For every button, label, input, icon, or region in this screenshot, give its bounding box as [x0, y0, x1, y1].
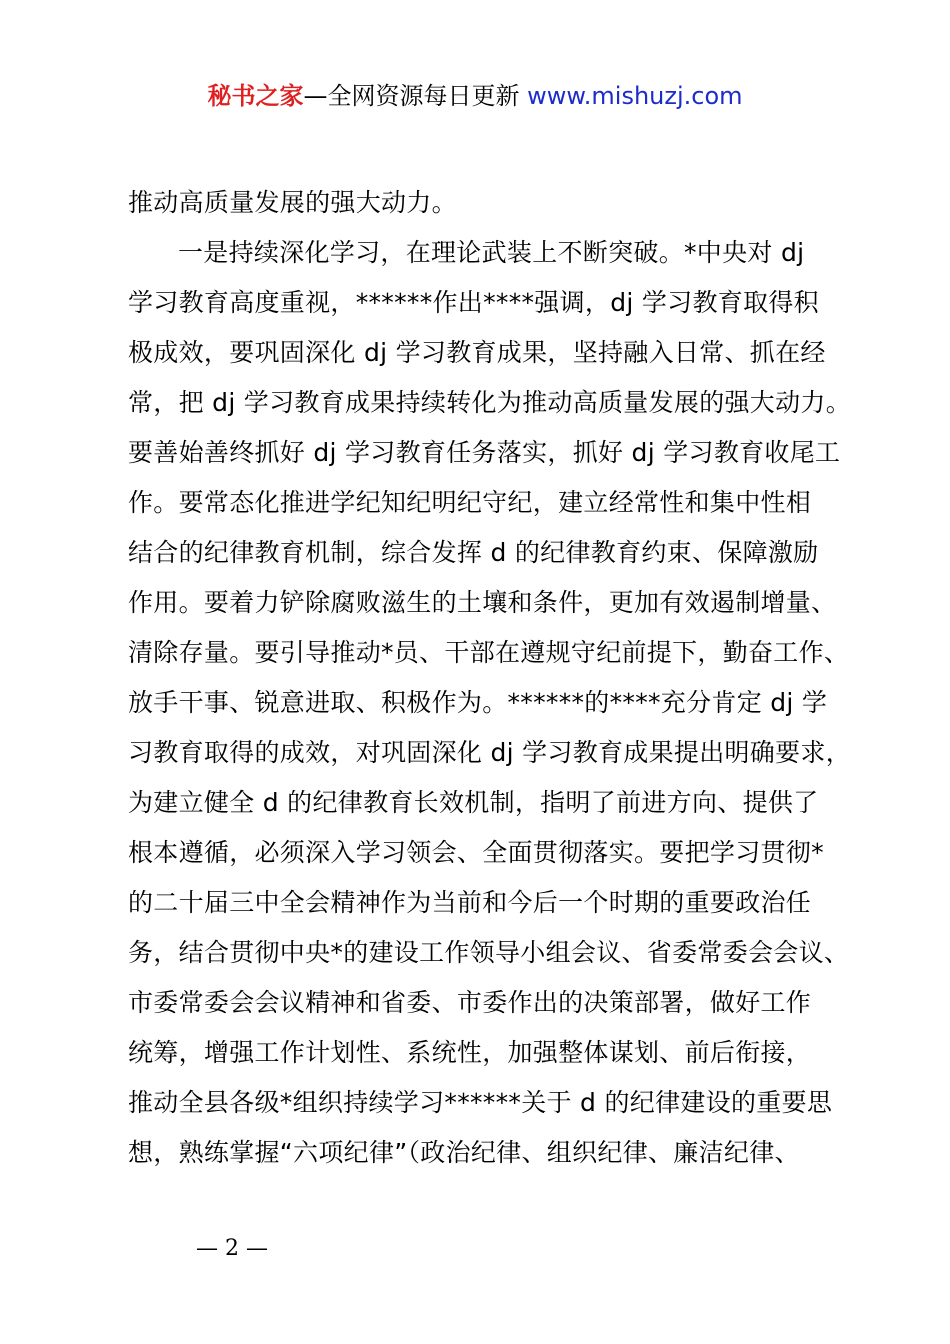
body-line: 想，熟练掌握“六项纪律”（政治纪律、组织纪律、廉洁纪律、 [128, 1138, 800, 1167]
body-line: 学习教育高度重视，******作出****强调，dj 学习教育取得积 [128, 288, 819, 317]
document-body [128, 178, 852, 1178]
body-line: 推动高质量发展的强大动力。 [128, 188, 457, 217]
body-line: 习教育取得的成效，对巩固深化 dj 学习教育成果提出明确要求， [128, 738, 852, 767]
page-number: — 2 — [196, 1236, 268, 1261]
body-line: 极成效，要巩固深化 dj 学习教育成果，坚持融入日常、抓在经 [128, 338, 826, 367]
header-tagline: —全网资源每日更新 [303, 82, 520, 110]
brand-name: 秘书之家 [207, 82, 304, 110]
site-url-link[interactable]: www.mishuzj.com [527, 82, 743, 110]
body-line: 统筹，增强工作计划性、系统性，加强整体谋划、前后衔接， [128, 1038, 812, 1067]
body-line: 为建立健全 d 的纪律教育长效机制，指明了前进方向、提供了 [128, 788, 819, 817]
body-line: 作用。要着力铲除腐败滋生的土壤和条件，更加有效遏制增量、 [128, 588, 837, 617]
body-line: 常，把 dj 学习教育成果持续转化为推动高质量发展的强大动力。 [128, 388, 852, 417]
body-line: 清除存量。要引导推动*员、干部在遵规守纪前提下，勤奋工作、 [128, 638, 850, 667]
paragraph-first-line: 一是持续深化学习，在理论武装上不断突破。*中央对 dj [178, 238, 805, 267]
body-line: 要善始善终抓好 dj 学习教育任务落实，抓好 dj 学习教育收尾工 [128, 438, 841, 467]
body-line: 务，结合贯彻中央*的建设工作领导小组会议、省委常委会会议、 [128, 938, 850, 967]
body-line: 结合的纪律教育机制，综合发挥 d 的纪律教育约束、保障激励 [128, 538, 819, 567]
body-line: 根本遵循，必须深入学习领会、全面贯彻落实。要把学习贯彻* [128, 838, 824, 867]
body-line: 市委常委会会议精神和省委、市委作出的决策部署，做好工作 [128, 988, 812, 1017]
body-line: 的二十届三中全会精神作为当前和今后一个时期的重要政治任 [128, 888, 812, 917]
body-line: 放手干事、锐意进取、积极作为。******的****充分肯定 dj 学 [128, 688, 828, 717]
site-header [0, 80, 950, 112]
body-line: 作。要常态化推进学纪知纪明纪守纪，建立经常性和集中性相 [128, 488, 812, 517]
body-line: 推动全县各级*组织持续学习******关于 d 的纪律建设的重要思 [128, 1088, 833, 1117]
